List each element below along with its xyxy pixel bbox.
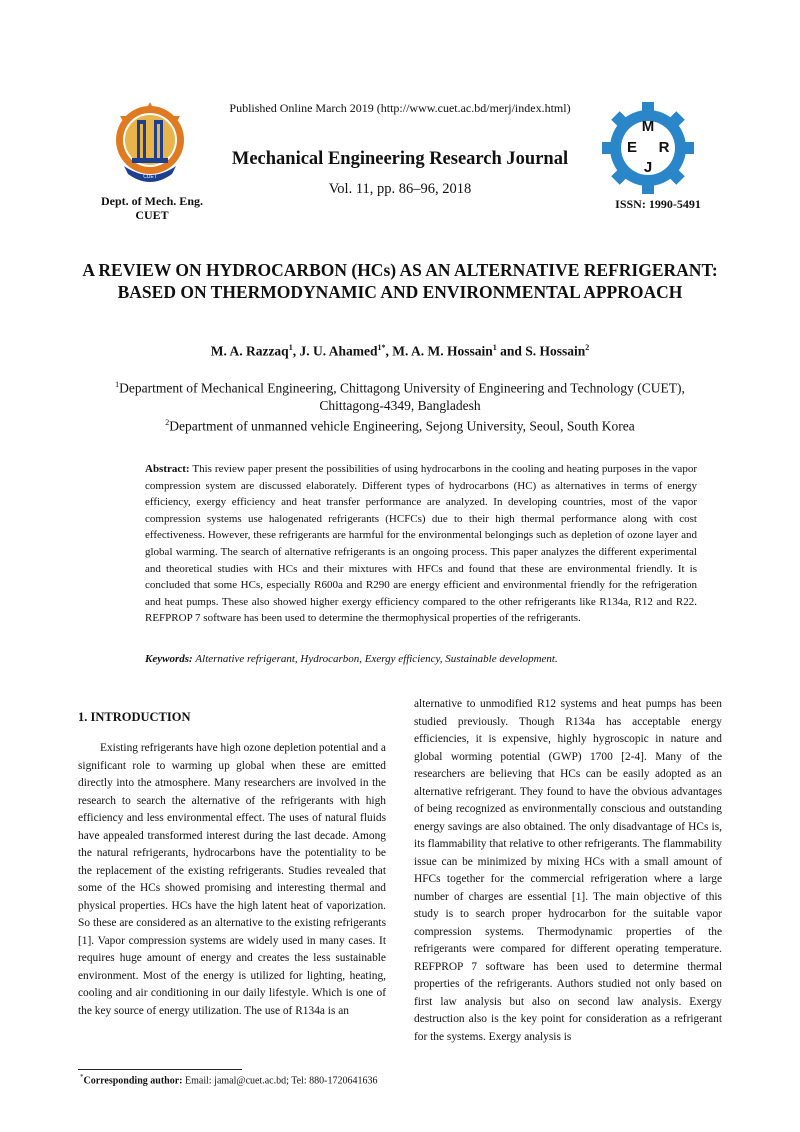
footnote-divider	[78, 1069, 242, 1070]
paper-title: A REVIEW ON HYDROCARBON (HCs) AS AN ALTERNATIVE REFRIGERANT: BASED ON THERMODYNAMIC AND ENVIRONMENTAL APPROACH	[82, 260, 718, 302]
department-line-1: Dept. of Mech. Eng.	[101, 194, 203, 208]
footnote-contact: Email: jamal@cuet.ac.bd; Tel: 880-1720641636	[182, 1075, 378, 1087]
keywords-label: Keywords:	[145, 653, 193, 665]
merj-letter-e: E	[626, 139, 638, 156]
author-separator: and	[496, 343, 526, 359]
affiliation-2: $^2$Department of unmanned vehicle Engineering, Sejong University, Seoul, South Korea	[165, 417, 635, 433]
author-affil-sup: 1	[492, 343, 497, 352]
abstract-label: Abstract:	[145, 463, 190, 475]
affiliation-1-line-1: $^1$Department of Mechanical Engineering, Chittagong University of Engineering and Technology (CUET),	[115, 380, 685, 396]
keywords	[145, 653, 697, 665]
abstract	[145, 461, 697, 627]
svg-text:CUET: CUET	[143, 174, 157, 180]
affiliations	[40, 376, 760, 434]
body-column-right: alternative to unmodified R12 systems and heat pumps has been studied previously. Though R134a has acceptable energy efficiencies, it is expensive, highly hygroscopic in nature and global worming potential (GWP) 1700 [2-4]. Many of the researchers are believing that HCs can be easily adopted as an alternative refrigerant. They found to have the obvious advantages of being recognized as environmentally conscious and outstanding energy savings are also obtained. The only disadvantage of HCs is, its flammability that relative to other refrigerants. The flammability issue can be minimized by mixing HCs with a small amount of HFCs together for the commercial refrigeration where a large number of charges are essential [1]. The main objective of this study is to search proper hydrocarbon for the suitable vapor compression systems. Thermodynamic properties of the refrigerants were compared for different operating temperature. REFPROP 7 software has been used to determine thermal properties of the refrigerants. Authors studied not only based on first law analysis but also on second law analysis. Exergy destruction also is the key point for consideration as a refrigerant for the systems. Exergy analysis is	[414, 698, 722, 1043]
department-label	[82, 194, 222, 222]
author-name: M. A. M. Hossain	[392, 343, 493, 359]
body-column-left: Existing refrigerants have high ozone depletion potential and a significant role to warming up global when these are emitted directly into the atmosphere. Many researchers are involved in the research to search the alternative of the refrigerants with high efficiency and less environmental effect. The uses of natural fluids have appealed transformed interest during the last decade. Among the natural refrigerants, hydrocarbons have the potentiality to be the replacement of the existing refrigerants. Studies revealed that some of the HCs showed promising and interesting thermal and physical properties. HCs have the high latent heat of vaporization. So these are considered as an alternative to the existing refrigerants [1]. Vapor compression systems are widely used in many cases. It requires huge amount of energy and creates the less sustainable environment. Most of the energy is utilized for lighting, heating, cooling and air conditioning in our daily lifestyle. Which is one of the key source of energy utilization. The use of R134a is an	[78, 742, 386, 1017]
author-affil-sup: 2	[585, 343, 590, 352]
author-affil-sup: 1*	[377, 343, 386, 352]
author-affil-sup: 1	[288, 343, 293, 352]
publication-line: Published Online March 2019 (http://www.cuet.ac.bd/merj/index.html)	[229, 101, 571, 115]
footnote-marker: *	[80, 1073, 84, 1081]
issn-label: ISSN: 1990-5491	[615, 197, 701, 211]
merj-letter-j: J	[643, 159, 653, 176]
affiliation-1-line-2: Chittagong-4349, Bangladesh	[319, 397, 481, 413]
author-name: M. A. Razzaq	[210, 343, 289, 359]
merj-letter-r: R	[658, 139, 670, 156]
author-name: J. U. Ahamed	[299, 343, 378, 359]
footnote	[80, 1073, 377, 1086]
author-name: S. Hossain	[525, 343, 586, 359]
author-separator: ,	[385, 343, 393, 359]
author-separator: ,	[292, 343, 300, 359]
volume-line: Vol. 11, pp. 86–96, 2018	[328, 181, 472, 197]
keywords-text: Alternative refrigerant, Hydrocarbon, Exergy efficiency, Sustainable development.	[195, 653, 558, 665]
section-heading-introduction: 1. INTRODUCTION	[78, 710, 191, 724]
footnote-label: Corresponding author:	[83, 1075, 183, 1087]
abstract-text: This review paper present the possibilities of using hydrocarbons in the cooling and heating purposes in the vapor compression system are discussed elaborately. Different types of hydrocarbons (HC) as alternatives in terms of energy efficiency, exergy efficiency and heat transfer performance are analyzed. In developing countries, most of the vapor compression systems use halogenated refrigerants (HCFCs) due to their high thermal performance along with cost effectiveness. However, these refrigerants are harmful for the environmental belongings such as depletion of ozone layer and global warming. The search of alternative refrigerants is an ongoing process. This paper analyzes the different experimental and theoretical studies with HCs and their mixtures with HFCs and found that these are environmental friendly. It is concluded that some HCs, especially R600a and R290 are energy efficient and environmental friendly for the refrigeration and heat pumps. These also showed higher exergy efficiency compared to the other refrigerants like R134a, R12 and R22. REFPROP 7 software has been used to determine the thermophysical properties of the refrigerants.	[145, 463, 697, 625]
author-list	[0, 343, 800, 360]
merj-letter-m: M	[641, 118, 655, 135]
journal-title: Mechanical Engineering Research Journal	[231, 149, 569, 169]
affiliation-2-sup: 2	[165, 417, 170, 427]
affiliation-1-sup: 1	[115, 380, 120, 389]
department-line-2: CUET	[135, 208, 169, 222]
